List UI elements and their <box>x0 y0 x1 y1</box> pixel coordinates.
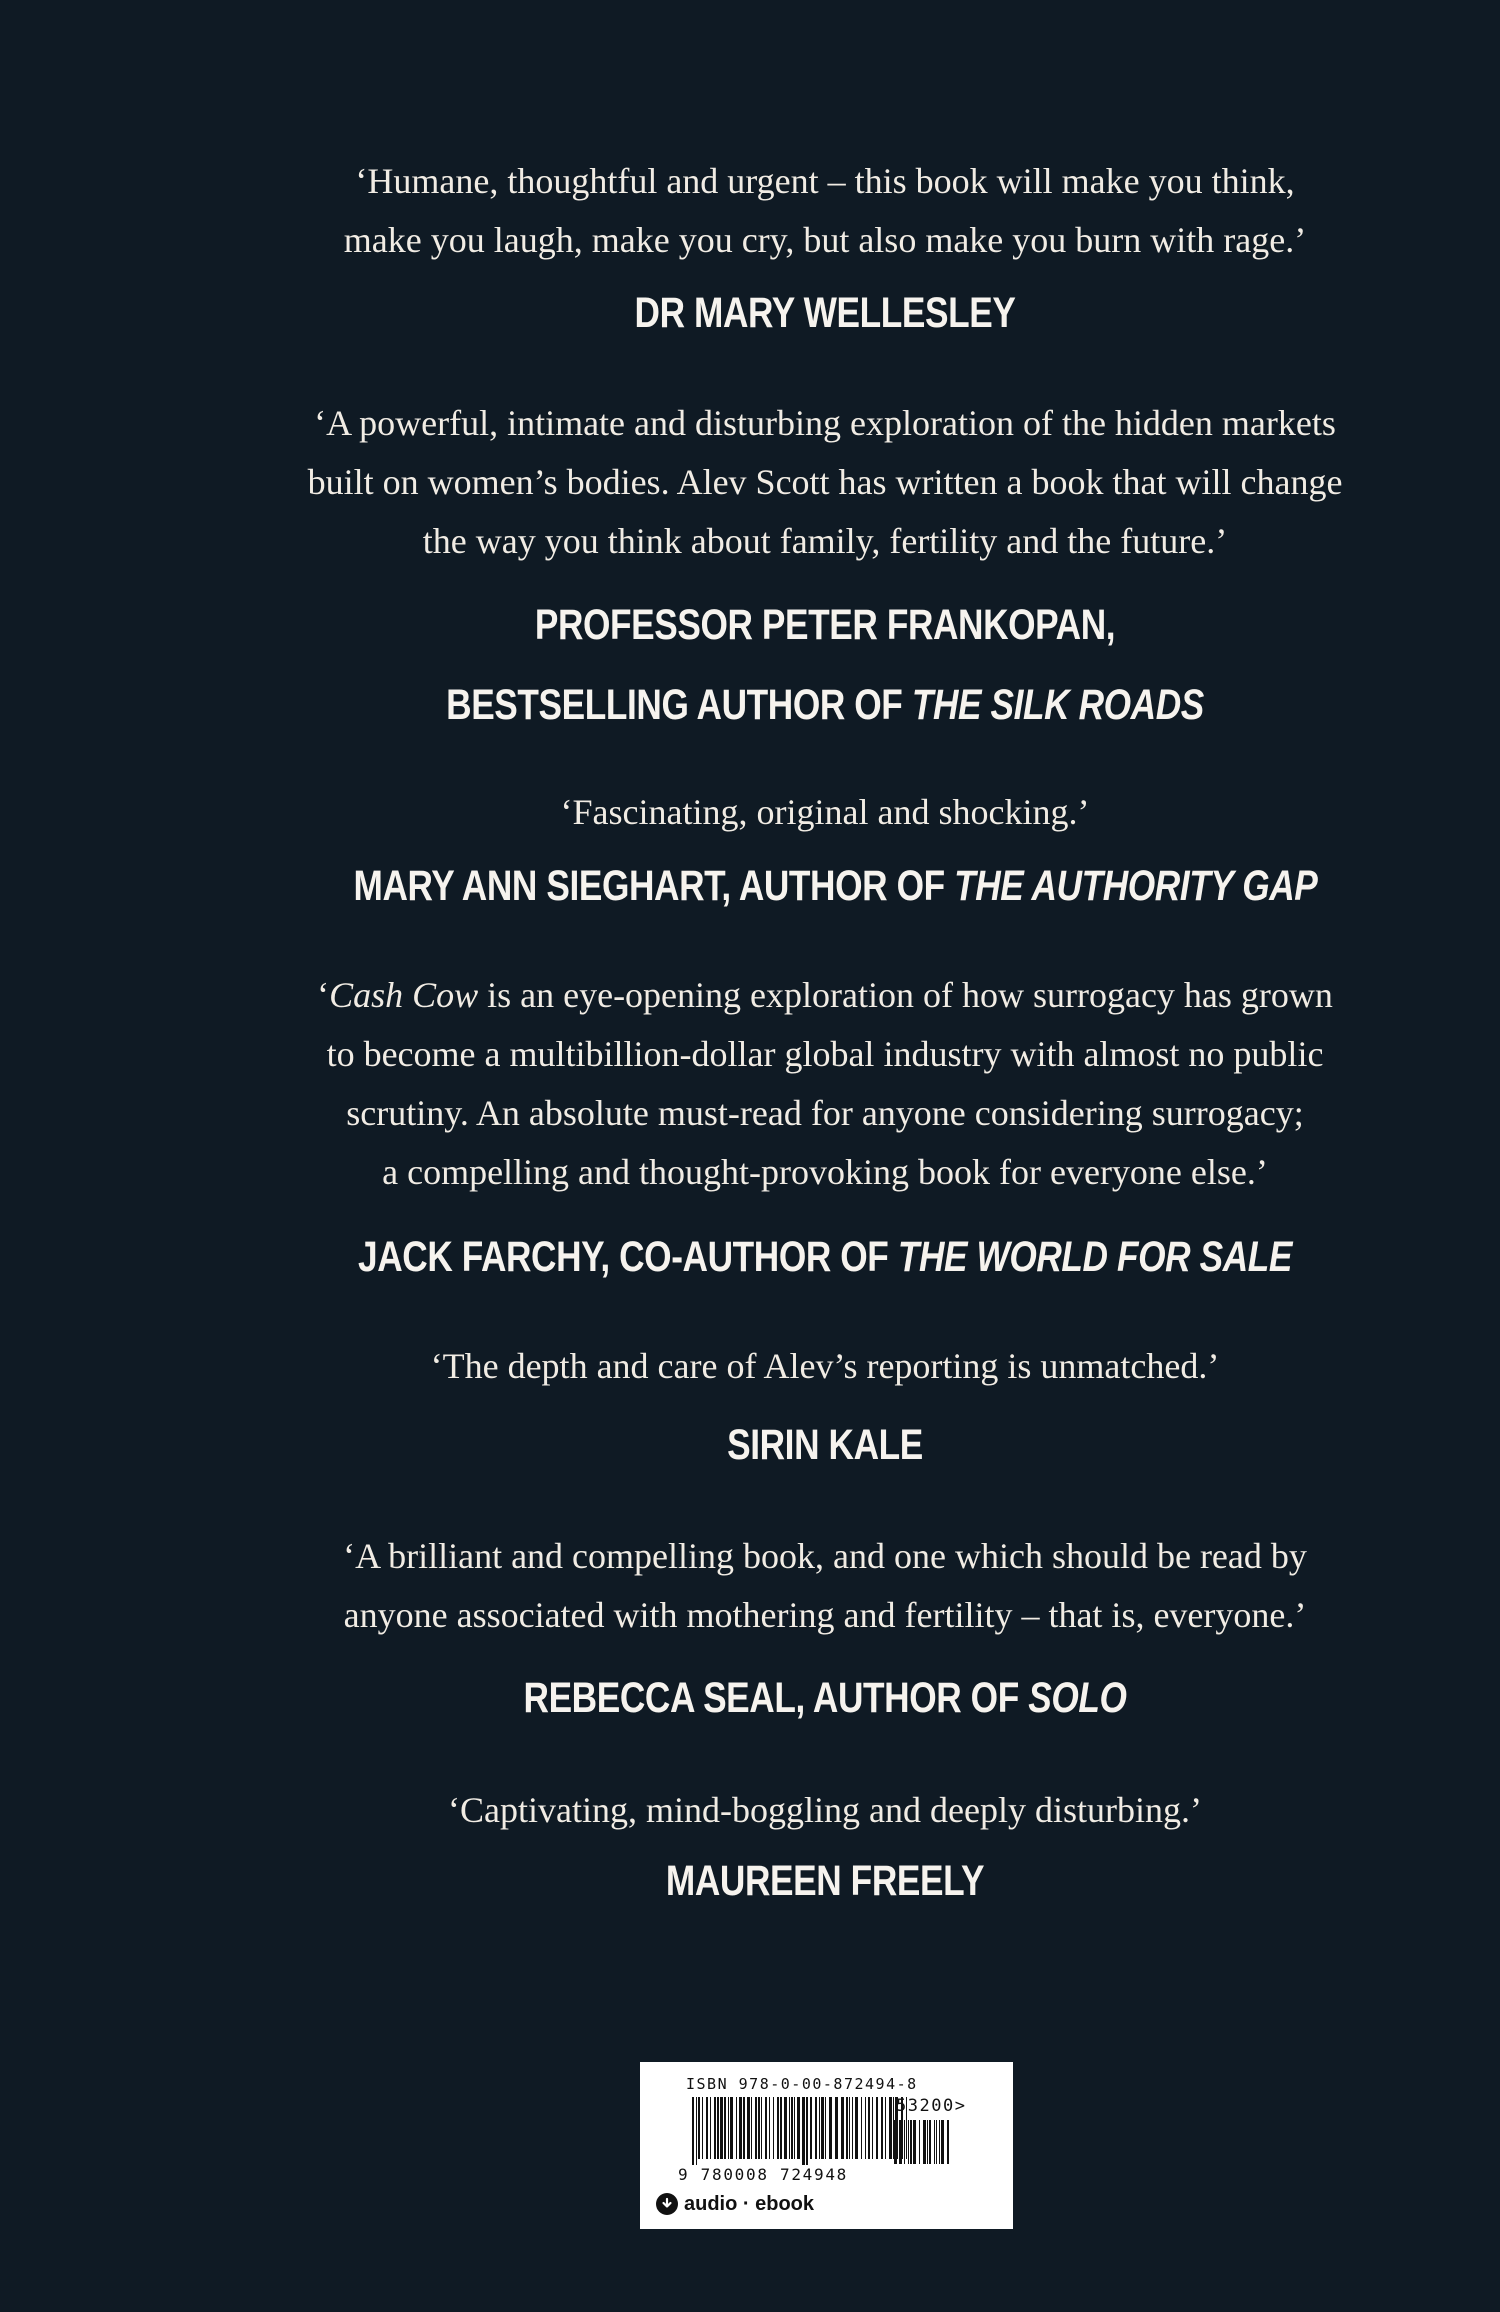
attribution-text: BESTSELLING AUTHOR OF <box>446 681 903 729</box>
barcode-bar <box>855 2097 858 2159</box>
barcode-bar <box>941 2120 944 2164</box>
barcode-bar <box>761 2097 762 2159</box>
barcode-bar <box>947 2120 949 2164</box>
barcode-bar <box>829 2097 832 2159</box>
attribution-rebecca-seal <box>354 1660 1297 1736</box>
barcode-bar <box>835 2097 838 2159</box>
barcode-bar <box>728 2097 729 2159</box>
barcode-bar <box>939 2120 940 2164</box>
barcode-bar <box>919 2120 920 2164</box>
quote-line: to become a multibillion-dollar global industry with almost no public <box>326 1034 1324 1074</box>
barcode-bar <box>910 2120 912 2164</box>
barcode-bar <box>904 2120 905 2164</box>
quote-sirin-kale <box>250 1337 1400 1396</box>
attribution-maureen-freely <box>354 1843 1297 1919</box>
format-line <box>656 2192 814 2216</box>
barcode-bar <box>758 2097 760 2159</box>
barcode-bar <box>868 2097 870 2159</box>
isbn-label: ISBN 978-0-00-872494-8 <box>686 2075 918 2093</box>
attribution-text: REBECCA SEAL, AUTHOR OF <box>523 1674 1019 1722</box>
barcode-bar <box>936 2120 937 2164</box>
barcode-bar <box>881 2097 883 2159</box>
attribution-line <box>354 1219 1297 1295</box>
addon-barcode-bars <box>894 2120 952 2170</box>
book-title: THE SILK ROADS <box>911 681 1204 729</box>
attribution-line <box>354 1660 1297 1736</box>
attribution-mary-ann-sieghart <box>353 848 1318 924</box>
book-title: SOLO <box>1028 1674 1127 1722</box>
quote-line: a compelling and thought-provoking book for everyone else.’ <box>382 1152 1268 1192</box>
quote-line: make you laugh, make you cry, but also make you burn with rage.’ <box>343 220 1307 260</box>
barcode-bar <box>885 2097 886 2159</box>
barcode-bar <box>841 2097 844 2159</box>
attribution-line <box>353 848 1318 924</box>
barcode-bar <box>852 2097 853 2159</box>
quote-rebecca-seal <box>250 1527 1400 1645</box>
barcode-bar <box>747 2097 750 2159</box>
barcode-bar <box>706 2097 708 2159</box>
download-arrow-icon <box>660 2197 674 2211</box>
barcode-bar <box>815 2097 817 2159</box>
barcode-bar <box>934 2120 935 2164</box>
barcode-bar <box>692 2097 694 2165</box>
book-title: THE AUTHORITY GAP <box>954 862 1318 910</box>
barcode-bar <box>765 2097 767 2159</box>
barcode-bar <box>720 2097 723 2159</box>
barcode-bars <box>692 2097 910 2165</box>
download-icon <box>656 2193 678 2215</box>
addon-arrow: > <box>954 2096 967 2116</box>
attribution-line: SIRIN KALE <box>727 1421 923 1469</box>
quote-line: built on women’s bodies. Alev Scott has written a book that will change <box>307 462 1343 502</box>
barcode-bar <box>769 2097 770 2159</box>
barcode-bar <box>923 2120 926 2164</box>
quote-line: anyone associated with mothering and fertility – that is, everyone.’ <box>343 1595 1307 1635</box>
quote-maureen-freely <box>250 1781 1400 1840</box>
barcode-box <box>640 2062 1013 2229</box>
attribution-line: DR MARY WELLESLEY <box>634 289 1016 337</box>
barcode-bar <box>894 2120 897 2164</box>
barcode-bar <box>698 2097 700 2159</box>
barcode-bar <box>739 2097 742 2159</box>
barcode-bar <box>806 2097 808 2165</box>
barcode-bar <box>794 2097 795 2159</box>
barcode-bar <box>802 2097 805 2165</box>
barcode-bar <box>846 2097 848 2159</box>
barcode-bar <box>899 2120 902 2164</box>
attribution-peter-frankopan <box>354 587 1297 663</box>
attribution-jack-farchy <box>354 1219 1297 1295</box>
barcode-bar <box>784 2097 787 2159</box>
quote-line: ‘Captivating, mind-boggling and deeply disturbing.’ <box>448 1790 1202 1830</box>
barcode-bar <box>913 2120 916 2164</box>
barcode-bar <box>791 2097 793 2159</box>
quote-peter-frankopan <box>250 394 1400 571</box>
barcode-bar <box>724 2097 726 2159</box>
attribution-line: MAUREEN FREELY <box>665 1857 985 1905</box>
barcode-bar <box>908 2120 909 2164</box>
quote-line: ‘Fascinating, original and shocking.’ <box>560 792 1090 832</box>
attribution-line: PROFESSOR PETER FRANKOPAN, <box>534 601 1116 649</box>
barcode-bar <box>717 2097 719 2159</box>
barcode-bar <box>889 2097 892 2159</box>
barcode-bar <box>849 2097 850 2159</box>
quote-line: ‘A brilliant and compelling book, and one which should be read by <box>343 1536 1307 1576</box>
addon-digits <box>896 2096 966 2116</box>
barcode-bar <box>927 2120 928 2164</box>
barcode-bar <box>797 2097 800 2159</box>
barcode-bar <box>777 2097 779 2159</box>
quote-mary-wellesley <box>250 152 1400 270</box>
barcode-bar <box>755 2097 757 2159</box>
addon-number: 53200 <box>896 2096 955 2116</box>
quote-line <box>250 966 1400 1025</box>
book-title: THE WORLD FOR SALE <box>897 1233 1292 1281</box>
attribution-line <box>354 667 1297 743</box>
barcode-bar <box>821 2097 824 2159</box>
quote-line: ‘A powerful, intimate and disturbing exploration of the hidden markets <box>314 403 1336 443</box>
quote-text: is an eye-opening exploration of how surrogacy has grown <box>478 975 1333 1015</box>
barcode-bar <box>861 2097 862 2159</box>
quote-line: scrutiny. An absolute must-read for anyone considering surrogacy; <box>346 1093 1304 1133</box>
barcode-bar <box>696 2097 697 2165</box>
attribution-text: JACK FARCHY, CO-AUTHOR OF <box>358 1233 889 1281</box>
book-title: Cash Cow <box>329 975 479 1015</box>
barcode-bar <box>865 2097 866 2159</box>
attribution-mary-wellesley <box>354 275 1297 351</box>
barcode-bar <box>872 2097 873 2159</box>
barcode-bar <box>743 2097 745 2159</box>
barcode-bar <box>710 2097 711 2159</box>
attribution-sirin-kale <box>354 1407 1297 1483</box>
quote-line: the way you think about family, fertility and the future.’ <box>422 521 1228 561</box>
attribution-peter-frankopan-2 <box>354 667 1297 743</box>
barcode-bar <box>825 2097 826 2159</box>
attribution-text: MARY ANN SIEGHART, AUTHOR OF <box>353 862 945 910</box>
barcode-bar <box>702 2097 703 2159</box>
barcode-bar <box>714 2097 716 2159</box>
format-text: audio · ebook <box>684 2192 814 2215</box>
barcode-bar <box>780 2097 782 2159</box>
barcode-bar <box>929 2120 931 2164</box>
quote-line: ‘Humane, thoughtful and urgent – this book will make you think, <box>355 161 1295 201</box>
barcode-bar <box>789 2097 790 2159</box>
barcode-bar <box>736 2097 737 2159</box>
open-quote: ‘ <box>317 975 330 1015</box>
quote-jack-farchy <box>250 966 1400 1202</box>
barcode-bar <box>810 2097 812 2159</box>
barcode-bar <box>819 2097 820 2159</box>
ean-digits: 9 780008 724948 <box>678 2165 848 2184</box>
quote-mary-ann-sieghart <box>250 783 1400 842</box>
barcode-bar <box>730 2097 733 2159</box>
barcode-bar <box>773 2097 774 2159</box>
barcode-bar <box>751 2097 752 2159</box>
barcode-bar <box>876 2097 878 2159</box>
quote-line: ‘The depth and care of Alev’s reporting is unmatched.’ <box>430 1346 1220 1386</box>
